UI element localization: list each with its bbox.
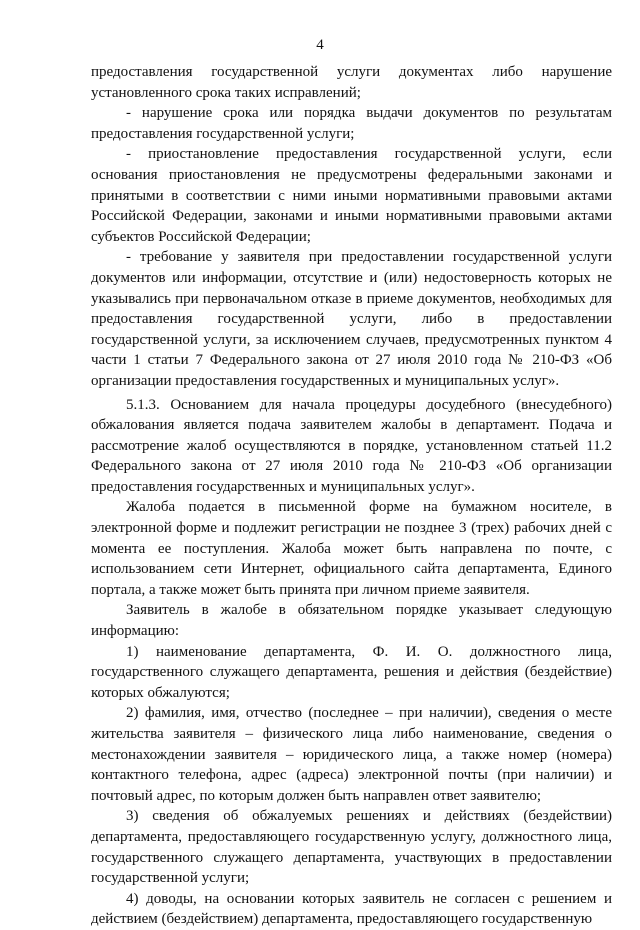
paragraph: предоставления государственной услуги документах либо нарушение установленного срока таких исправлений; bbox=[91, 64, 612, 101]
paragraph: 4) доводы, на основании которых заявитель не согласен с решением и действием (бездействием) департамента, предоставляющего государственную bbox=[91, 890, 612, 928]
paragraph: 5.1.3. Основанием для начала процедуры досудебного (внесудебного) обжалования является подача заявителем жалобы в департамент. Подача и рассмотрение жалоб осуществляются в порядке, установленном статьей 11.2 Федерального закона от 27 июля 2010 года № 210-ФЗ «Об организации предоставления государственных и муниципальных услуг». bbox=[91, 396, 612, 495]
paragraph: - приостановление предоставления государственной услуги, если основания приостановления не предусмотрены федеральными законами и принятыми в соответствии с ними иными нормативными правовыми актами Российской Федерации, законами и иными нормативными правовыми актами субъектов Российской Федерации; bbox=[91, 146, 612, 245]
paragraph: - требование у заявителя при предоставлении государственной услуги документов или информации, отсутствие и (или) недостоверность которых не указывались при первоначальном отказе в приеме документов, необходимых для предоставления государственной услуги, либо в предоставлении государственной услуги, за исключением случаев, предусмотренных пунктом 4 части 1 статьи 7 Федерального закона от 27 июля 2010 года № 210-ФЗ «Об организации предоставления государственных и муниципальных услуг». bbox=[91, 249, 612, 389]
paragraph: Заявитель в жалобе в обязательном порядке указывает следующую информацию: bbox=[91, 602, 612, 640]
document-body bbox=[91, 62, 612, 930]
paragraph: - нарушение срока или порядка выдачи документов по результатам предоставления государственной услуги; bbox=[91, 105, 612, 142]
paragraph: 1) наименование департамента, Ф. И. О. должностного лица, государственного служащего департамента, решения и действия (бездействие) которых обжалуются; bbox=[91, 643, 612, 701]
paragraph: Жалоба подается в письменной форме на бумажном носителе, в электронной форме и подлежит регистрации не позднее 3 (трех) рабочих дней с момента ее поступления. Жалоба может быть направлена по почте, с использованием сети Интернет, официального сайта департамента, Единого портала, а также может быть принята при личном приеме заявителя. bbox=[91, 499, 612, 598]
paragraph: 2) фамилия, имя, отчество (последнее – при наличии), сведения о месте жительства заявителя – физического лица либо наименование, сведения о местонахождении заявителя – юридического лица, а также номер (номера) контактного телефона, адрес (адреса) электронной почты (при наличии) и почтовый адрес, по которым должен быть направлен ответ заявителю; bbox=[91, 705, 612, 804]
paragraph: 3) сведения об обжалуемых решениях и действиях (бездействии) департамента, предоставляющего государственную услугу, должностного лица, государственного служащего департамента, участвующих в предоставлении государственной услуги; bbox=[91, 808, 612, 887]
page-number: 4 bbox=[316, 37, 324, 53]
